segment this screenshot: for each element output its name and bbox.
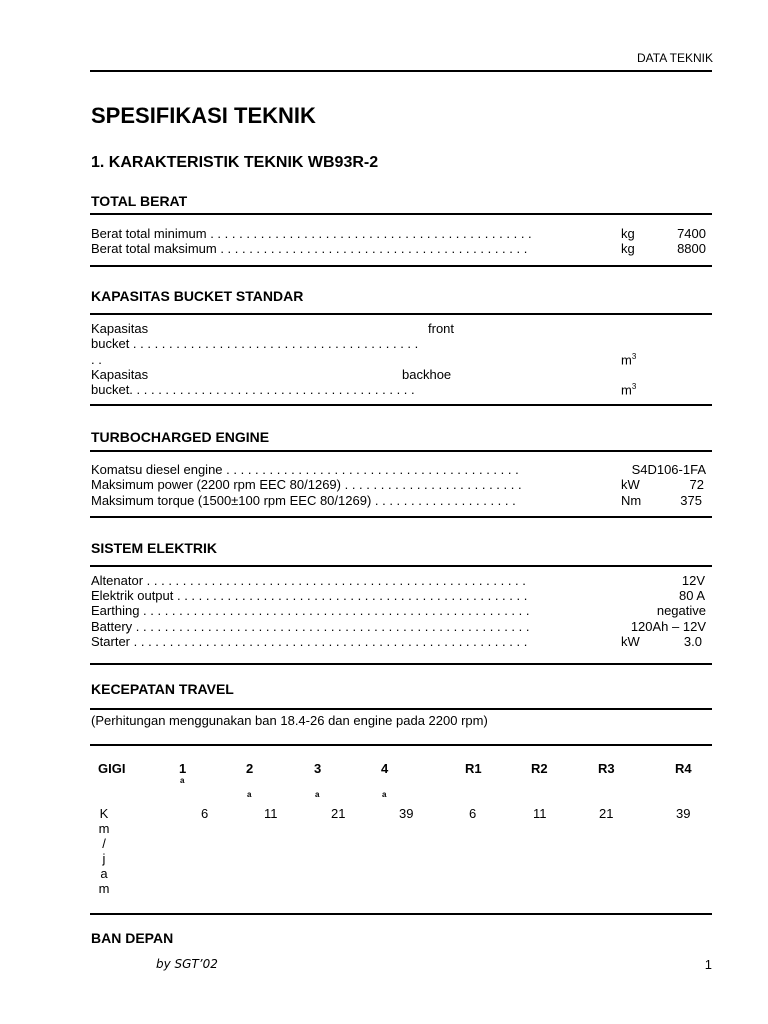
section-rule	[90, 450, 712, 452]
page-number: 1	[704, 957, 712, 972]
footer-author: by SGT’02	[156, 957, 218, 971]
spec-label: Komatsu diesel engine . . . . . . . . . . . . . . . . . . . . . . . . . . . . . . . . . . . . . . . . .	[91, 462, 519, 477]
spec-unit: Nm	[621, 493, 642, 508]
spec-value: 7400	[677, 226, 706, 241]
table-cell: 21	[599, 806, 614, 821]
bucket-front-unit: $m^3$	[621, 352, 637, 368]
spec-label: Starter . . . . . . . . . . . . . . . . . . . . . . . . . . . . . . . . . . . . . . . . . . . . . . . . . . . . . . .	[91, 634, 528, 649]
spec-row	[0, 241, 768, 257]
spec-value: 3.0	[683, 634, 702, 649]
heading-engine: TURBOCHARGED ENGINE	[91, 429, 270, 445]
bucket-back-line2: bucket. . . . . . . . . . . . . . . . . . . . . . . . . . . . . . . . . . . . . . . .	[91, 382, 415, 397]
page-title: SPESIFIKASI TEKNIK	[91, 103, 316, 128]
unit-label-vertical: K m / j a m	[98, 806, 110, 896]
table-cell: 21	[331, 806, 346, 821]
gear-mark: a	[247, 790, 252, 799]
heading-travel: KECEPATAN TRAVEL	[91, 681, 234, 697]
table-header-cell: R2	[531, 761, 548, 776]
heading-total-berat: TOTAL BERAT	[91, 193, 188, 209]
spec-unit: kg	[621, 241, 635, 256]
gear-mark: a	[180, 776, 185, 785]
spec-label: Battery . . . . . . . . . . . . . . . . . . . . . . . . . . . . . . . . . . . . . . . . . . . . . . . . . . . . . . .	[91, 619, 530, 634]
section-rule	[90, 708, 712, 710]
section-rule	[90, 404, 712, 406]
bucket-front-word1: Kapasitas	[91, 321, 149, 336]
spec-label: Maksimum torque (1500±100 rpm EEC 80/1269) . . . . . . . . . . . . . . . . . . . .	[91, 493, 516, 508]
table-cell: 39	[399, 806, 414, 821]
bucket-back-unit: $m^3$	[621, 382, 637, 398]
section-subtitle: 1. KARAKTERISTIK TEKNIK WB93R-2	[91, 154, 379, 171]
bucket-front-line3: . .	[91, 352, 102, 367]
spec-row	[0, 619, 768, 635]
heading-bucket: KAPASITAS BUCKET STANDAR	[91, 288, 304, 304]
spec-value: 80 A	[678, 588, 705, 603]
table-header-cell: 3	[314, 761, 322, 776]
spec-row	[0, 462, 768, 478]
spec-unit: kW	[621, 634, 640, 649]
spec-unit: kW	[621, 477, 640, 492]
spec-row	[0, 634, 768, 650]
section-rule	[90, 913, 712, 915]
spec-label: Berat total maksimum . . . . . . . . . . . . . . . . . . . . . . . . . . . . . . . . . . . . . . . . . . .	[91, 241, 528, 256]
spec-label: Elektrik output . . . . . . . . . . . . . . . . . . . . . . . . . . . . . . . . . . . . . . . . . . . . . . . . .	[91, 588, 528, 603]
table-row-header: GIGI	[98, 761, 126, 776]
spec-value: 120Ah – 12V	[630, 619, 706, 634]
table-cell: 6	[201, 806, 209, 821]
spec-row	[0, 226, 768, 242]
table-header-cell: R4	[675, 761, 692, 776]
spec-value: negative	[656, 603, 706, 618]
gear-mark: a	[382, 790, 387, 799]
spec-value: 375	[680, 493, 702, 508]
table-header-cell: 2	[246, 761, 254, 776]
bucket-front-line2: bucket . . . . . . . . . . . . . . . . . . . . . . . . . . . . . . . . . . . . . . . .	[91, 336, 419, 351]
spec-row	[0, 603, 768, 619]
section-rule	[90, 516, 712, 518]
spec-unit: kg	[621, 226, 635, 241]
bucket-back-word2: backhoe	[402, 367, 452, 382]
header-section-label: DATA TEKNIK	[636, 51, 713, 65]
section-rule	[90, 744, 712, 746]
spec-value: S4D106-1FA	[631, 462, 706, 477]
table-cell: 11	[533, 806, 547, 821]
section-rule	[90, 565, 712, 567]
spec-row	[0, 493, 768, 509]
table-cell: 11	[264, 806, 278, 821]
table-header-cell: R3	[598, 761, 615, 776]
section-rule	[90, 313, 712, 315]
header-rule	[90, 70, 712, 72]
spec-label: Altenator . . . . . . . . . . . . . . . . . . . . . . . . . . . . . . . . . . . . . . . . . . . . . . . . . . . . .	[91, 573, 526, 588]
section-rule	[90, 265, 712, 267]
table-cell: 6	[469, 806, 477, 821]
spec-row	[0, 477, 768, 493]
section-rule	[90, 663, 712, 665]
spec-label: Earthing . . . . . . . . . . . . . . . . . . . . . . . . . . . . . . . . . . . . . . . . . . . . . . . . . . . . . .	[91, 603, 530, 618]
spec-label: Maksimum power (2200 rpm EEC 80/1269) . . . . . . . . . . . . . . . . . . . . . . . . .	[91, 477, 522, 492]
table-header-cell: 1	[179, 761, 187, 776]
table-header-cell: 4	[381, 761, 389, 776]
bucket-front-word2: front	[428, 321, 455, 336]
section-rule	[90, 213, 712, 215]
spec-value: 72	[689, 477, 704, 492]
gear-mark: a	[315, 790, 320, 799]
travel-note: (Perhitungan menggunakan ban 18.4-26 dan engine pada 2200 rpm)	[91, 713, 488, 728]
bucket-back-word1: Kapasitas	[91, 367, 149, 382]
heading-ban-depan: BAN DEPAN	[91, 930, 174, 946]
spec-value: 8800	[677, 241, 706, 256]
spec-row	[0, 573, 768, 589]
spec-label: Berat total minimum . . . . . . . . . . . . . . . . . . . . . . . . . . . . . . . . . . . . . . . . . . . . .	[91, 226, 532, 241]
spec-value: 12V	[681, 573, 705, 588]
spec-row	[0, 588, 768, 604]
table-header-cell: R1	[465, 761, 482, 776]
heading-elektrik: SISTEM ELEKTRIK	[91, 540, 218, 556]
table-cell: 39	[676, 806, 691, 821]
